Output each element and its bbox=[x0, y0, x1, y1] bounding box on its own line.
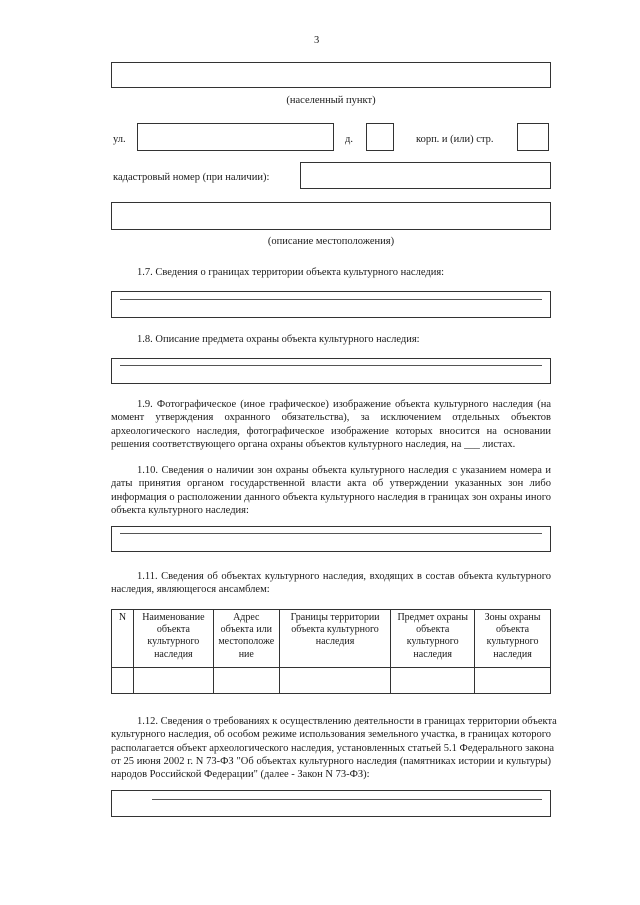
cell-address[interactable] bbox=[213, 668, 279, 694]
cell-protection-subject[interactable] bbox=[391, 668, 475, 694]
house-label: д. bbox=[345, 134, 353, 145]
header-boundaries: Границы территории объекта культурного наследия bbox=[279, 610, 391, 668]
s1-12-line: народов Российской Федерации" (далее - Закон N 73-ФЗ): bbox=[111, 769, 370, 781]
territory-boundaries-field[interactable] bbox=[111, 291, 551, 318]
house-field[interactable] bbox=[366, 123, 394, 151]
protection-subject-field[interactable] bbox=[111, 358, 551, 384]
header-address: Адрес объекта или местоположе ние bbox=[213, 610, 279, 668]
table-row bbox=[112, 668, 551, 694]
s1-9-line: 1.9. Фотографическое (иное графическое) изображение объекта культурного наследия (на bbox=[137, 399, 551, 410]
heritage-objects-table bbox=[111, 609, 551, 694]
cadastral-label: кадастровый номер (при наличии): bbox=[113, 172, 270, 183]
section-1-7-heading: 1.7. Сведения о границах территории объекта культурного наследия: bbox=[137, 267, 445, 278]
settlement-field[interactable] bbox=[111, 62, 551, 88]
s1-10-line: информация о расположении данного объекта культурного наследия в границах зон охраны иного bbox=[111, 491, 551, 503]
s1-12-line: от 25 июня 2002 г. N 73-ФЗ "Об объектах культурного наследия (памятниках истории и культуры) bbox=[111, 755, 551, 767]
building-field[interactable] bbox=[517, 123, 549, 151]
cell-boundaries[interactable] bbox=[279, 668, 391, 694]
building-label: корп. и (или) стр. bbox=[416, 134, 494, 145]
settlement-caption: (населенный пункт) bbox=[286, 95, 376, 106]
s1-9-line: момент утверждения охранного обязательства), за исключением отдельных объектов bbox=[111, 412, 551, 424]
section-1-11-paragraph bbox=[111, 570, 551, 597]
s1-9-line: археологического наследия, фотографическое изображение которых вносится на основании bbox=[111, 425, 551, 437]
cell-protection-zones[interactable] bbox=[475, 668, 551, 694]
s1-12-line: культурного наследия, об особом режиме использования земельного участка, в границах которого bbox=[111, 729, 551, 741]
header-protection-subject: Предмет охраны объекта культурного наследия bbox=[391, 610, 475, 668]
cell-number[interactable] bbox=[112, 668, 134, 694]
section-1-8-heading: 1.8. Описание предмета охраны объекта культурного наследия: bbox=[137, 334, 420, 345]
location-caption: (описание местоположения) bbox=[267, 236, 395, 247]
header-number: N bbox=[112, 610, 134, 668]
location-field[interactable] bbox=[111, 202, 551, 230]
s1-10-line: объекта культурного наследия: bbox=[111, 504, 249, 516]
cell-name[interactable] bbox=[133, 668, 213, 694]
section-1-9-paragraph bbox=[111, 398, 551, 451]
section-1-10-paragraph bbox=[111, 464, 551, 517]
s1-9-line: решения соответствующего органа охраны объектов культурного наследия, на ___ листах. bbox=[111, 438, 516, 450]
street-label: ул. bbox=[113, 134, 126, 145]
header-name: Наименование объекта культурного наследия bbox=[133, 610, 213, 668]
s1-12-line: располагается объект археологического наследия, установленных статьей 5.1 Федерального закона bbox=[111, 742, 555, 754]
s1-10-line: 1.10. Сведения о наличии зон охраны объекта культурного наследия с указанием номера и bbox=[137, 465, 551, 476]
s1-11-line: 1.11. Сведения об объектах культурного наследия, входящих в состав объекта культурного bbox=[137, 571, 551, 582]
cadastral-field[interactable] bbox=[300, 162, 551, 189]
s1-10-line: даты принятия органом государственной власти акта об утверждении указанных зон либо bbox=[111, 478, 551, 490]
s1-11-line: наследия, являющегося ансамблем: bbox=[111, 584, 270, 596]
table-header-row bbox=[112, 610, 551, 668]
street-field[interactable] bbox=[137, 123, 334, 151]
header-protection-zones: Зоны охраны объекта культурного наследия bbox=[475, 610, 551, 668]
activity-requirements-field[interactable] bbox=[111, 790, 551, 817]
s1-12-line: 1.12. Сведения о требованиях к осуществлению деятельности в границах территории объекта bbox=[137, 716, 557, 727]
page-number: 3 bbox=[314, 35, 320, 46]
protection-zones-field[interactable] bbox=[111, 526, 551, 552]
section-1-12-paragraph bbox=[111, 715, 557, 781]
